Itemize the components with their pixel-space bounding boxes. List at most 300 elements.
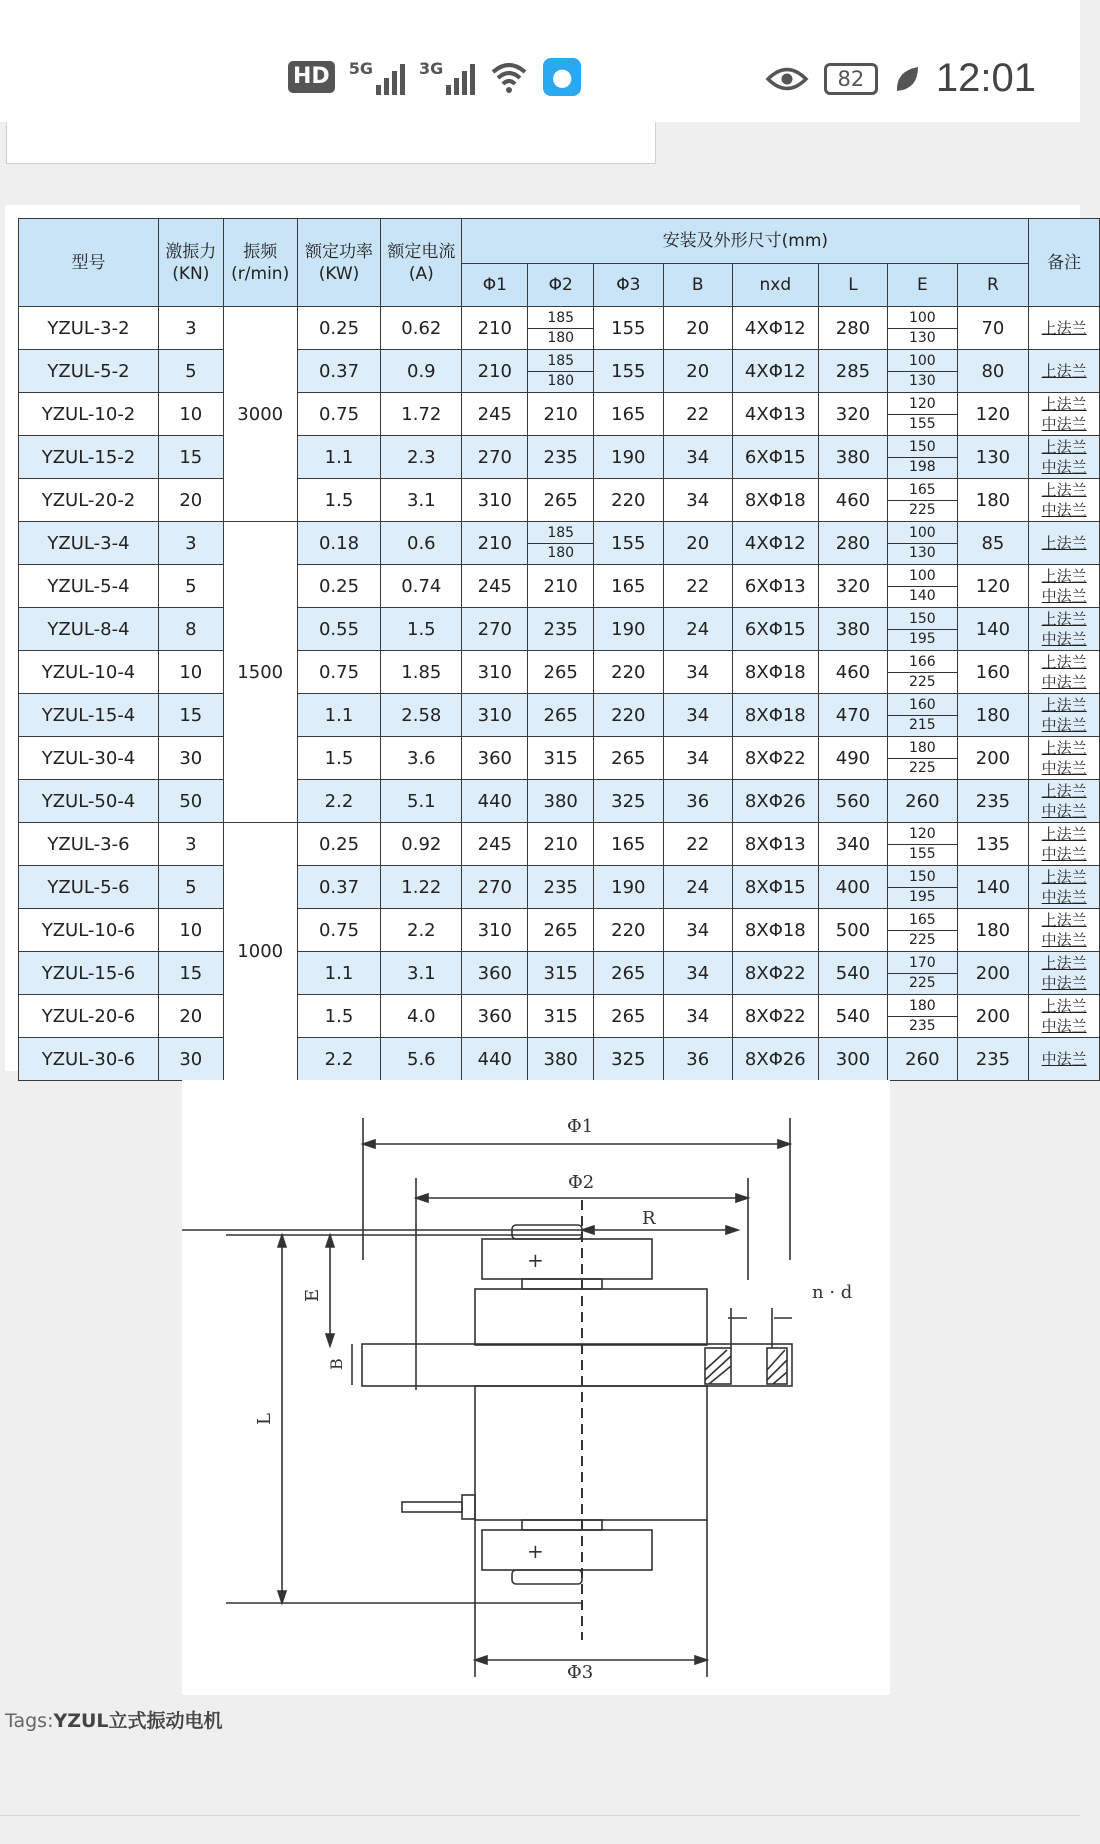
cell-r: 135 — [957, 823, 1029, 866]
cell-phi2: 210 — [528, 823, 594, 866]
cell-note-part: 上法兰 — [1041, 319, 1087, 337]
cell-force: 15 — [158, 694, 223, 737]
cell-note — [1029, 651, 1100, 694]
cell-current: 1.5 — [381, 608, 462, 651]
cell-frequency: 1000 — [223, 823, 297, 1081]
cell-phi3: 155 — [594, 307, 663, 350]
cell-l: 320 — [818, 393, 887, 436]
cell-e-stack — [888, 352, 956, 391]
cell-e-stack — [888, 825, 956, 864]
cell-note-part: 上法兰 — [1041, 610, 1087, 628]
cell-l: 300 — [818, 1038, 887, 1081]
cell-l: 340 — [818, 823, 887, 866]
cell-current: 0.6 — [381, 522, 462, 565]
cell-e-part: 170 — [888, 954, 956, 974]
cell-phi1: 310 — [462, 909, 528, 952]
cell-note — [1029, 866, 1100, 909]
cell-note-part: 上法兰 — [1041, 782, 1087, 800]
cell-l: 400 — [818, 866, 887, 909]
cell-e-part: 100 — [888, 352, 956, 372]
cell-note-stack — [1029, 824, 1099, 864]
subheader-phi1: Φ1 — [462, 264, 528, 307]
cell-note-part: 上法兰 — [1041, 911, 1087, 929]
cell-note-stack — [1029, 566, 1099, 606]
cell-b: 20 — [663, 350, 732, 393]
wifi-icon — [489, 60, 529, 94]
label-phi3: Φ3 — [567, 1662, 594, 1683]
cell-force: 5 — [158, 866, 223, 909]
cell-power: 0.75 — [297, 651, 381, 694]
cell-current: 3.1 — [381, 479, 462, 522]
cell-e-stack — [888, 868, 956, 907]
cell-power: 0.55 — [297, 608, 381, 651]
subheader-phi3: Φ3 — [594, 264, 663, 307]
cell-model: YZUL-8-4 — [19, 608, 159, 651]
cell-b: 34 — [663, 909, 732, 952]
header-power: 额定功率 (KW) — [297, 219, 381, 307]
cell-b: 34 — [663, 694, 732, 737]
cell-power: 0.75 — [297, 909, 381, 952]
label-nd: n · d — [812, 1282, 853, 1303]
cell-force: 20 — [158, 995, 223, 1038]
cell-e-part: 166 — [888, 653, 956, 673]
cell-e — [888, 995, 957, 1038]
cell-l: 380 — [818, 436, 887, 479]
cell-phi2: 265 — [528, 479, 594, 522]
cell-note-stack — [1029, 695, 1099, 735]
cell-phi2: 315 — [528, 952, 594, 995]
cell-r: 180 — [957, 694, 1029, 737]
cell-note-part: 中法兰 — [1041, 931, 1087, 949]
cell-note-stack — [1029, 361, 1099, 381]
cell-note-part: 上法兰 — [1041, 997, 1087, 1015]
cell-e-part: 225 — [908, 759, 936, 776]
cell-power: 0.25 — [297, 565, 381, 608]
cell-note — [1029, 823, 1100, 866]
cell-r: 235 — [957, 780, 1029, 823]
cell-model: YZUL-10-6 — [19, 909, 159, 952]
cell-e-part: 198 — [908, 458, 936, 475]
cell-current: 3.1 — [381, 952, 462, 995]
cell-e — [888, 651, 957, 694]
cell-note-part: 中法兰 — [1041, 802, 1087, 820]
cell-l: 280 — [818, 307, 887, 350]
table-row — [19, 952, 1100, 995]
header-note: 备注 — [1029, 219, 1100, 307]
cell-phi2-part: 180 — [547, 372, 575, 389]
cell-force: 20 — [158, 479, 223, 522]
cell-phi2: 235 — [528, 436, 594, 479]
cell-phi1: 245 — [462, 393, 528, 436]
cell-model: YZUL-5-2 — [19, 350, 159, 393]
cell-e-stack — [888, 567, 956, 606]
cell-model: YZUL-3-2 — [19, 307, 159, 350]
cell-phi3: 190 — [594, 436, 663, 479]
table-row — [19, 436, 1100, 479]
cell-phi2 — [528, 522, 594, 565]
cell-note-stack — [1029, 738, 1099, 778]
cell-current: 1.72 — [381, 393, 462, 436]
header-freq: 振频 (r/min) — [223, 219, 297, 307]
cell-force: 5 — [158, 565, 223, 608]
header-dimensions: 安装及外形尺寸(mm) — [462, 219, 1029, 264]
cell-e-part: 225 — [908, 974, 936, 991]
cell-note — [1029, 737, 1100, 780]
cell-note — [1029, 1038, 1100, 1081]
cell-note-part: 上法兰 — [1041, 438, 1087, 456]
cell-model: YZUL-3-6 — [19, 823, 159, 866]
cell-power: 2.2 — [297, 780, 381, 823]
subheader-b: B — [663, 264, 732, 307]
table-row — [19, 866, 1100, 909]
cell-l: 460 — [818, 479, 887, 522]
status-left — [288, 58, 581, 96]
table-row — [19, 479, 1100, 522]
hd-icon: HD — [288, 61, 335, 93]
cell-note-stack — [1029, 609, 1099, 649]
cell-phi1: 210 — [462, 307, 528, 350]
cell-phi1: 360 — [462, 995, 528, 1038]
label-e: E — [302, 1288, 323, 1302]
cell-note — [1029, 350, 1100, 393]
cell-b: 34 — [663, 436, 732, 479]
cell-e-part: 225 — [908, 673, 936, 690]
cell-b: 24 — [663, 608, 732, 651]
cell-phi1: 310 — [462, 651, 528, 694]
cell-model: YZUL-30-6 — [19, 1038, 159, 1081]
cell-r: 200 — [957, 952, 1029, 995]
cell-l: 380 — [818, 608, 887, 651]
cell-r: 235 — [957, 1038, 1029, 1081]
cell-power: 0.37 — [297, 866, 381, 909]
cell-power: 0.37 — [297, 350, 381, 393]
subheader-l: L — [818, 264, 887, 307]
signal-5g-icon: 5G — [349, 59, 405, 95]
cell-note-part: 中法兰 — [1041, 415, 1087, 433]
cell-r: 120 — [957, 393, 1029, 436]
cell-note — [1029, 307, 1100, 350]
cell-note — [1029, 522, 1100, 565]
cell-r: 130 — [957, 436, 1029, 479]
cell-phi1: 310 — [462, 479, 528, 522]
header-model: 型号 — [19, 219, 159, 307]
cell-e-part: 195 — [908, 630, 936, 647]
cell-force: 3 — [158, 307, 223, 350]
cell-note-stack — [1029, 533, 1099, 553]
cell-l: 560 — [818, 780, 887, 823]
cell-note-stack — [1029, 394, 1099, 434]
cell-phi2: 380 — [528, 780, 594, 823]
tags-line — [5, 1706, 223, 1733]
cell-phi3: 190 — [594, 608, 663, 651]
cell-phi2 — [528, 350, 594, 393]
cell-phi2: 265 — [528, 694, 594, 737]
cell-force: 10 — [158, 909, 223, 952]
cell-b: 36 — [663, 1038, 732, 1081]
tag-link[interactable]: YZUL立式振动电机 — [53, 1710, 223, 1732]
cell-force: 15 — [158, 952, 223, 995]
cell-phi1: 310 — [462, 694, 528, 737]
cell-e — [888, 393, 957, 436]
cell-phi2-part: 180 — [547, 544, 575, 561]
cell-model: YZUL-30-4 — [19, 737, 159, 780]
cell-e-stack — [888, 954, 956, 993]
table-row — [19, 1038, 1100, 1081]
cell-r: 70 — [957, 307, 1029, 350]
cell-e-part: 180 — [888, 997, 956, 1017]
cell-phi2: 315 — [528, 737, 594, 780]
cell-nxd: 8XΦ22 — [732, 952, 818, 995]
cell-phi2: 380 — [528, 1038, 594, 1081]
cell-e — [888, 307, 957, 350]
cell-phi1: 360 — [462, 737, 528, 780]
cell-e: 260 — [888, 1038, 957, 1081]
cell-e — [888, 436, 957, 479]
cell-force: 8 — [158, 608, 223, 651]
cell-current: 0.74 — [381, 565, 462, 608]
cell-e-part: 165 — [888, 911, 956, 931]
cell-phi3: 265 — [594, 995, 663, 1038]
cell-phi3: 220 — [594, 479, 663, 522]
spec-table-image — [5, 205, 1087, 1071]
cell-phi2-stack — [528, 524, 593, 563]
cell-phi3: 220 — [594, 651, 663, 694]
cell-e — [888, 823, 957, 866]
cell-phi1: 245 — [462, 823, 528, 866]
cell-e-stack — [888, 610, 956, 649]
cell-phi3: 190 — [594, 866, 663, 909]
cell-note-part: 中法兰 — [1041, 458, 1087, 476]
cell-e-part: 160 — [888, 696, 956, 716]
cell-phi1: 270 — [462, 608, 528, 651]
table-row — [19, 608, 1100, 651]
cell-phi3: 155 — [594, 350, 663, 393]
cell-power: 0.75 — [297, 393, 381, 436]
cell-l: 540 — [818, 952, 887, 995]
cell-phi3: 165 — [594, 823, 663, 866]
cell-note-part: 上法兰 — [1041, 534, 1087, 552]
cell-power: 1.5 — [297, 479, 381, 522]
cell-nxd: 6XΦ13 — [732, 565, 818, 608]
table-row — [19, 393, 1100, 436]
signal-3g-icon: 3G — [419, 59, 475, 95]
cell-nxd: 8XΦ26 — [732, 1038, 818, 1081]
bottom-divider — [0, 1815, 1080, 1816]
cell-note-stack — [1029, 910, 1099, 950]
cell-phi3: 220 — [594, 909, 663, 952]
cell-phi2: 315 — [528, 995, 594, 1038]
cell-nxd: 8XΦ22 — [732, 995, 818, 1038]
table-row — [19, 350, 1100, 393]
cell-note-part: 上法兰 — [1041, 954, 1087, 972]
cell-phi2: 235 — [528, 608, 594, 651]
cell-power: 1.5 — [297, 737, 381, 780]
cell-model: YZUL-5-4 — [19, 565, 159, 608]
header-current: 额定电流 (A) — [381, 219, 462, 307]
plus-bottom: + — [527, 1539, 544, 1563]
cell-nxd: 6XΦ15 — [732, 436, 818, 479]
cell-r: 85 — [957, 522, 1029, 565]
cell-force: 50 — [158, 780, 223, 823]
cell-model: YZUL-20-6 — [19, 995, 159, 1038]
cell-current: 3.6 — [381, 737, 462, 780]
cell-note — [1029, 479, 1100, 522]
cell-current: 1.22 — [381, 866, 462, 909]
cell-b: 22 — [663, 565, 732, 608]
cell-phi3: 265 — [594, 737, 663, 780]
cell-e-stack — [888, 911, 956, 950]
cell-force: 30 — [158, 737, 223, 780]
cell-phi2: 265 — [528, 909, 594, 952]
cell-note-part: 中法兰 — [1041, 501, 1087, 519]
cell-b: 22 — [663, 823, 732, 866]
cell-phi3: 155 — [594, 522, 663, 565]
cell-e-part: 120 — [888, 825, 956, 845]
cell-r: 80 — [957, 350, 1029, 393]
cell-note-part: 中法兰 — [1041, 630, 1087, 648]
cell-phi2-stack — [528, 309, 593, 348]
cell-power: 0.25 — [297, 823, 381, 866]
cell-note-stack — [1029, 437, 1099, 477]
cell-e: 260 — [888, 780, 957, 823]
cell-note — [1029, 952, 1100, 995]
cell-phi2: 265 — [528, 651, 594, 694]
cell-nxd: 8XΦ18 — [732, 651, 818, 694]
cell-e-part: 100 — [888, 567, 956, 587]
label-phi2: Φ2 — [568, 1172, 595, 1193]
cell-phi2-part: 185 — [528, 352, 593, 372]
cell-phi2: 210 — [528, 393, 594, 436]
cell-r: 120 — [957, 565, 1029, 608]
cell-model: YZUL-15-4 — [19, 694, 159, 737]
cell-force: 10 — [158, 393, 223, 436]
cell-b: 34 — [663, 737, 732, 780]
cell-nxd: 8XΦ22 — [732, 737, 818, 780]
cell-r: 160 — [957, 651, 1029, 694]
cell-nxd: 4XΦ13 — [732, 393, 818, 436]
cell-phi3: 265 — [594, 952, 663, 995]
cell-e-part: 130 — [908, 329, 936, 346]
cell-r: 200 — [957, 995, 1029, 1038]
cell-e-stack — [888, 739, 956, 778]
subheader-e: E — [888, 264, 957, 307]
cell-nxd: 8XΦ18 — [732, 909, 818, 952]
cell-model: YZUL-15-2 — [19, 436, 159, 479]
cell-phi3: 325 — [594, 780, 663, 823]
cell-note-stack — [1029, 781, 1099, 821]
cell-nxd: 8XΦ13 — [732, 823, 818, 866]
cell-note-part: 上法兰 — [1041, 739, 1087, 757]
cell-note-part: 上法兰 — [1041, 868, 1087, 886]
cell-power: 2.2 — [297, 1038, 381, 1081]
cell-note — [1029, 393, 1100, 436]
cell-phi2-part: 180 — [547, 329, 575, 346]
cell-power: 1.1 — [297, 436, 381, 479]
cell-nxd: 8XΦ26 — [732, 780, 818, 823]
cell-e-stack — [888, 997, 956, 1036]
cell-e-part: 155 — [908, 845, 936, 862]
table-row — [19, 565, 1100, 608]
cell-nxd: 6XΦ15 — [732, 608, 818, 651]
cell-phi2-part: 185 — [528, 309, 593, 329]
cell-e-part: 100 — [888, 524, 956, 544]
cell-e-part: 180 — [888, 739, 956, 759]
cell-current: 2.58 — [381, 694, 462, 737]
cell-current: 2.2 — [381, 909, 462, 952]
cell-note-part: 中法兰 — [1041, 587, 1087, 605]
cell-power: 1.1 — [297, 694, 381, 737]
cell-r: 180 — [957, 479, 1029, 522]
cell-e-part: 130 — [908, 372, 936, 389]
cell-force: 10 — [158, 651, 223, 694]
table-row — [19, 823, 1100, 866]
cell-model: YZUL-15-6 — [19, 952, 159, 995]
cell-model: YZUL-10-4 — [19, 651, 159, 694]
cell-note-stack — [1029, 318, 1099, 338]
cell-l: 285 — [818, 350, 887, 393]
cell-current: 4.0 — [381, 995, 462, 1038]
status-right — [766, 56, 1036, 101]
cell-note-part: 上法兰 — [1041, 395, 1087, 413]
cell-e-part: 120 — [888, 395, 956, 415]
cell-l: 460 — [818, 651, 887, 694]
cell-note-stack — [1029, 953, 1099, 993]
cell-current: 0.92 — [381, 823, 462, 866]
cell-phi2-stack — [528, 352, 593, 391]
table-row — [19, 995, 1100, 1038]
cell-power: 1.5 — [297, 995, 381, 1038]
cell-l: 280 — [818, 522, 887, 565]
cell-note — [1029, 694, 1100, 737]
cell-current: 2.3 — [381, 436, 462, 479]
cell-force: 15 — [158, 436, 223, 479]
cell-nxd: 8XΦ18 — [732, 479, 818, 522]
leaf-icon — [894, 65, 920, 93]
table-row — [19, 651, 1100, 694]
cell-b: 20 — [663, 522, 732, 565]
cell-model: YZUL-3-4 — [19, 522, 159, 565]
cell-note-stack — [1029, 996, 1099, 1036]
cell-current: 0.9 — [381, 350, 462, 393]
cell-r: 180 — [957, 909, 1029, 952]
cell-note-part: 中法兰 — [1041, 845, 1087, 863]
table-row — [19, 307, 1100, 350]
cell-b: 34 — [663, 952, 732, 995]
cell-e-part: 165 — [888, 481, 956, 501]
cell-e — [888, 952, 957, 995]
cell-note-part: 中法兰 — [1041, 673, 1087, 691]
cell-e-part: 140 — [908, 587, 936, 604]
cell-l: 540 — [818, 995, 887, 1038]
cell-force: 30 — [158, 1038, 223, 1081]
cell-note-part: 中法兰 — [1041, 974, 1087, 992]
cell-phi1: 270 — [462, 866, 528, 909]
table-row — [19, 694, 1100, 737]
cell-l: 470 — [818, 694, 887, 737]
cell-model: YZUL-5-6 — [19, 866, 159, 909]
cell-note-stack — [1029, 480, 1099, 520]
cell-note-part: 中法兰 — [1041, 1017, 1087, 1035]
cell-e-stack — [888, 438, 956, 477]
cell-r: 200 — [957, 737, 1029, 780]
cell-note-part: 上法兰 — [1041, 825, 1087, 843]
status-bar — [0, 0, 1080, 122]
cell-e-part: 225 — [908, 931, 936, 948]
cell-b: 24 — [663, 866, 732, 909]
cell-e-part: 150 — [888, 868, 956, 888]
cell-current: 5.1 — [381, 780, 462, 823]
spec-table — [18, 218, 1100, 1081]
